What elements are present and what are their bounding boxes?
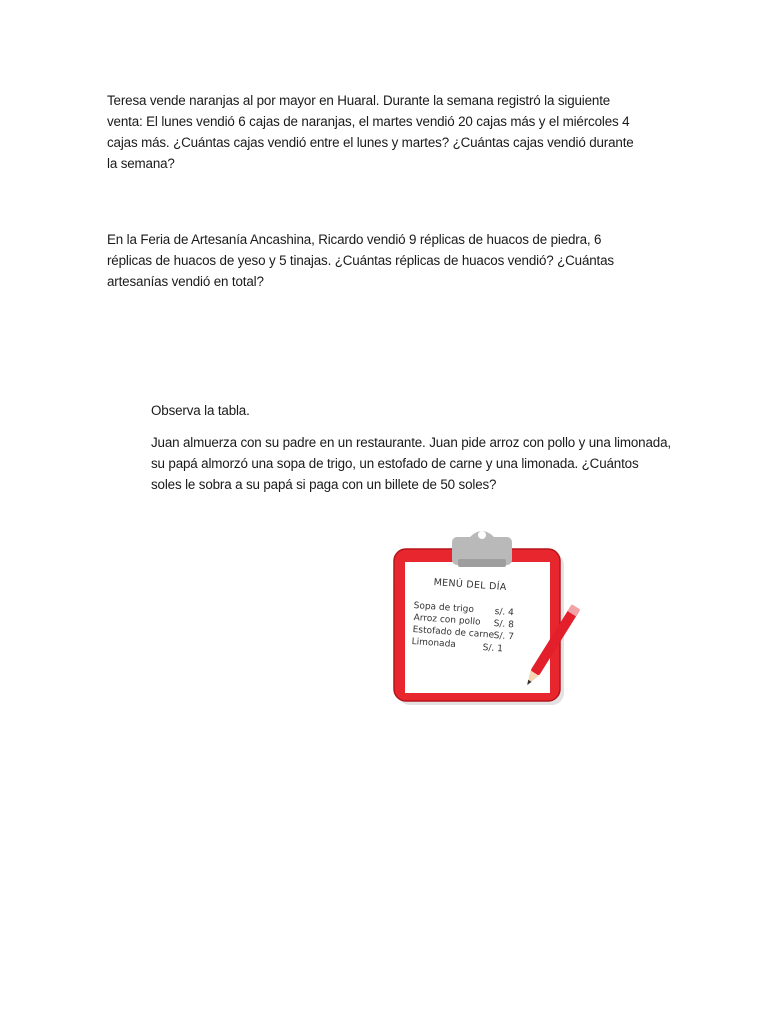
problem-3-instruction: Observa la tabla.: [151, 403, 250, 418]
menu-item-name: Estofado de carne: [412, 625, 495, 641]
menu-clipboard-illustration: [392, 527, 582, 707]
problem-1-text: Teresa vende naranjas al por mayor en Huaral. Durante la semana registró la siguiente venta: El lunes vendió 6 cajas de naranjas, el martes vendió 20 cajas más y el miércoles 4 cajas más. ¿Cuántas cajas vendió entre el lunes y martes? ¿Cuántas cajas vendió durante la semana?: [107, 93, 634, 171]
menu-item-price: S/. 1: [482, 643, 504, 655]
menu-item-name: Arroz con pollo: [413, 613, 481, 628]
problem-3-text: Juan almuerza con su padre en un restaurante. Juan pide arroz con pollo y una limonada, su papá almorzó una sopa de trigo, un estofado de carne y una limonada. ¿Cuántos soles le sobra a su papá si paga con un billete de 50 soles?: [151, 435, 671, 492]
problem-2-text: En la Feria de Artesanía Ancashina, Ricardo vendió 9 réplicas de huacos de piedra, 6 réplicas de huacos de yeso y 5 tinajas. ¿Cuántas réplicas de huacos vendió? ¿Cuántas artesanías vendió en total?: [107, 232, 614, 289]
menu-title: MENÚ DEL DÍA: [433, 577, 507, 594]
menu-item-price: S/. 8: [493, 619, 515, 631]
menu-item-price: S/. 7: [493, 631, 515, 643]
menu-item-price: s/. 4: [494, 607, 515, 619]
menu-item-name: Sopa de trigo: [413, 601, 475, 616]
menu-item-name: Limonada: [411, 637, 457, 651]
